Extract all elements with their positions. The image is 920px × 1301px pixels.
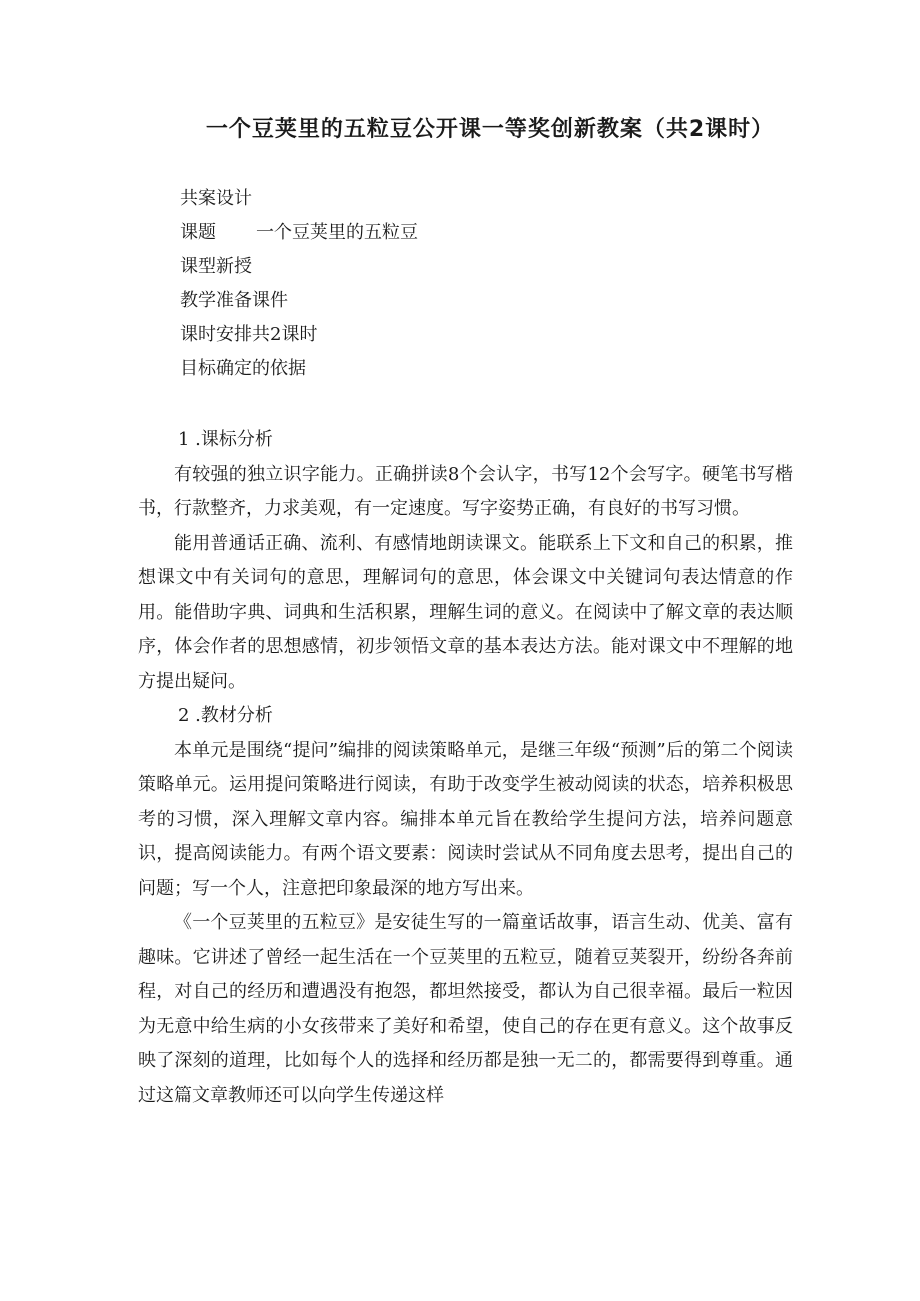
meta-topic-label: 课题 (180, 222, 216, 243)
meta-schedule: 课时安排共2课时 (180, 324, 318, 345)
paragraph: 能用普通话正确、流利、有感情地朗读课文。能联系上下文和自己的积累，推想课文中有关词句的意思，理解词句的意思，体会课文中关键词句表达情意的作用。能借助字典、词典和生活积累，理解生词的意义。在阅读中了解文章的表达顺序，体会作者的思想感情，初步领悟文章的基本表达方法。能对课文中不理解的地方提出疑问。 (138, 532, 793, 692)
meta-lesson-type: 课型新授 (180, 256, 252, 277)
meta-preparation: 教学准备课件 (180, 290, 288, 311)
meta-topic (180, 216, 800, 250)
paragraph: 本单元是围绕“提问”编排的阅读策略单元，是继三年级“预测”后的第二个阅读策略单元。运用提问策略进行阅读，有助于改变学生被动阅读的状态，培养积极思考的习惯，深入理解文章内容。编排本单元旨在教给学生提问方法，培养问题意识，提高阅读能力。有两个语文要素：阅读时尝试从不同角度去思考，提出自己的问题；写一个人，注意把印象最深的地方写出来。 (138, 739, 793, 899)
meta-topic-value: 一个豆荚里的五粒豆 (256, 222, 418, 243)
section-heading: 2 .教材分析 (178, 705, 273, 726)
section-textbook (138, 699, 793, 1113)
paragraph: 《一个豆荚里的五粒豆》是安徒生写的一篇童话故事，语言生动、优美、富有趣味。它讲述了曾经一起生活在一个豆荚里的五粒豆，随着豆荚裂开，纷纷各奔前程，对自己的经历和遭遇没有抱怨，都坦然接受，都认为自己很幸福。最后一粒因为无意中给生病的小女孩带来了美好和希望，使自己的存在更有意义。这个故事反映了深刻的道理，比如每个人的选择和经历都是独一无二的，都需要得到尊重。通过这篇文章教师还可以向学生传递这样 (138, 912, 793, 1106)
paragraph: 有较强的独立识字能力。正确拼读8个会认字，书写12个会写字。硬笔书写楷书，行款整齐，力求美观，有一定速度。写字姿势正确，有良好的书写习惯。 (138, 463, 793, 519)
meta-design: 共案设计 (180, 188, 252, 209)
lesson-meta (180, 182, 800, 386)
section-heading: 1 .课标分析 (178, 429, 273, 450)
document-title: 一个豆荚里的五粒豆公开课一等奖创新教案（共2课时） (205, 117, 775, 142)
section-curriculum (138, 423, 793, 699)
document-body (138, 423, 793, 1113)
meta-basis: 目标确定的依据 (180, 358, 306, 379)
